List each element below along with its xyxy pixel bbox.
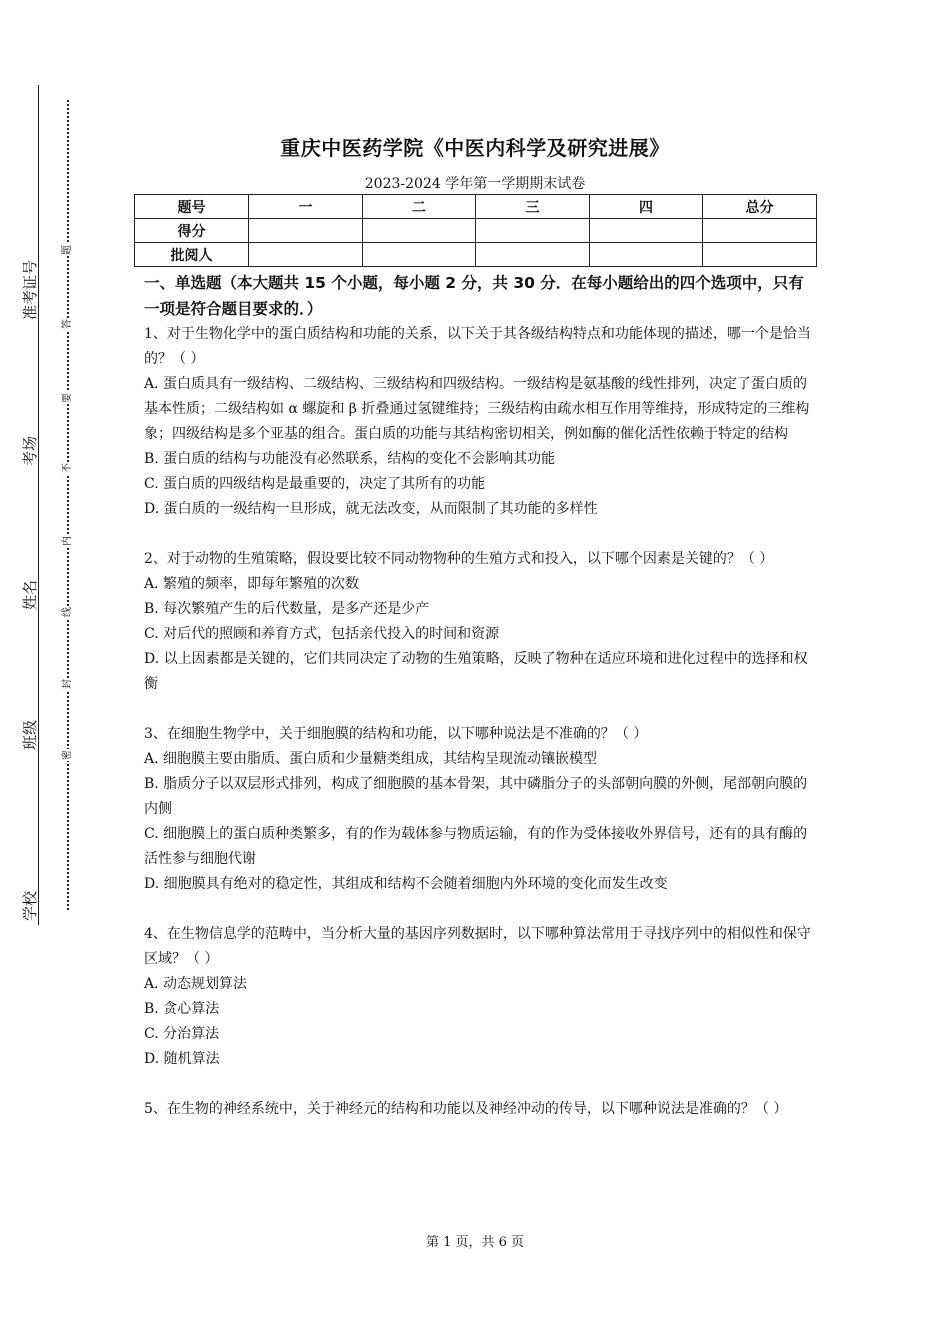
score-cell [590, 219, 703, 243]
table-header-cell: 题号 [135, 195, 249, 219]
seal-char: 要 [62, 393, 73, 403]
option-b: B. 贪心算法 [144, 1001, 220, 1017]
question-1 [144, 322, 816, 522]
binding-label-class: 班级 [21, 720, 39, 751]
option-d: D. 蛋白质的一级结构一旦形成，就无法改变，从而限制了其功能的多样性 [144, 501, 598, 517]
question-4 [144, 922, 816, 1072]
question-stem: 5、在生物的神经系统中，关于神经元的结构和功能以及神经冲动的传导，以下哪种说法是准确的？（ ） [144, 1101, 788, 1117]
score-cell [703, 219, 817, 243]
row-label-score: 得分 [135, 219, 249, 243]
question-2 [144, 547, 816, 697]
option-c: C. 蛋白质的四级结构是最重要的，决定了其所有的功能 [144, 476, 486, 492]
option-c: C. 对后代的照顾和养育方式，包括亲代投入的时间和资源 [144, 626, 500, 642]
seal-char: 密 [62, 750, 73, 760]
score-cell [476, 219, 590, 243]
score-table-header-row [135, 195, 817, 219]
reviewer-cell [249, 243, 363, 267]
exam-content [144, 270, 816, 1122]
seal-char: 线 [62, 607, 73, 617]
option-b: B. 每次繁殖产生的后代数量，是多产还是少产 [144, 601, 430, 617]
table-row [135, 243, 817, 267]
option-d: D. 随机算法 [144, 1051, 220, 1067]
option-b: B. 蛋白质的结构与功能没有必然联系，结构的变化不会影响其功能 [144, 451, 556, 467]
row-label-reviewer: 批阅人 [135, 243, 249, 267]
reviewer-cell [703, 243, 817, 267]
question-5 [144, 1097, 816, 1122]
table-header-cell: 三 [476, 195, 590, 219]
exam-title: 重庆中医药学院《中医内科学及研究进展》 [280, 136, 670, 160]
table-header-cell: 总分 [703, 195, 817, 219]
option-c: C. 细胞膜上的蛋白质种类繁多，有的作为载体参与物质运输，有的作为受体接收外界信号，还有的具有酶的活性参与细胞代谢 [144, 826, 808, 867]
page-number: 第 1 页，共 6 页 [425, 1235, 525, 1250]
reviewer-cell [476, 243, 590, 267]
binding-label-exam-id: 准考证号 [21, 260, 39, 321]
seal-char: 答 [62, 319, 73, 329]
table-header-cell: 一 [249, 195, 363, 219]
question-stem: 4、在生物信息学的范畴中，当分析大量的基因序列数据时，以下哪种算法常用于寻找序列中的相似性和保守区域？（ ） [144, 926, 811, 967]
binding-label-school: 学校 [21, 891, 39, 922]
option-a: A. 细胞膜主要由脂质、蛋白质和少量糖类组成，其结构呈现流动镶嵌模型 [144, 751, 598, 767]
reviewer-cell [363, 243, 476, 267]
question-stem: 2、对于动物的生殖策略，假设要比较不同动物物种的生殖方式和投入，以下哪个因素是关键的？（ ） [144, 551, 774, 567]
binding-solid-line [38, 85, 39, 925]
binding-label-name: 姓名 [21, 580, 39, 611]
seal-char: 题 [62, 245, 73, 255]
option-b: B. 脂质分子以双层形式排列，构成了细胞膜的基本骨架，其中磷脂分子的头部朝向膜的外侧，尾部朝向膜的内侧 [144, 776, 808, 817]
option-d: D. 细胞膜具有绝对的稳定性，其组成和结构不会随着细胞内外环境的变化而发生改变 [144, 876, 668, 892]
table-header-cell: 四 [590, 195, 703, 219]
question-stem: 3、在细胞生物学中，关于细胞膜的结构和功能，以下哪种说法是不准确的？（ ） [144, 726, 648, 742]
table-header-cell: 二 [363, 195, 476, 219]
score-cell [249, 219, 363, 243]
option-d: D. 以上因素都是关键的，它们共同决定了动物的生殖策略，反映了物种在适应环境和进化过程中的选择和权衡 [144, 651, 808, 692]
option-a: A. 动态规划算法 [144, 976, 248, 992]
section-heading: 一、单选题（本大题共 15 个小题，每小题 2 分，共 30 分．在每小题给出的四个选项中，只有一项是符合题目要求的．） [144, 274, 804, 318]
option-c: C. 分治算法 [144, 1026, 220, 1042]
question-stem: 1、对于生物化学中的蛋白质结构和功能的关系，以下关于其各级结构特点和功能体现的描述，哪一个是恰当的？（ ） [144, 326, 811, 367]
reviewer-cell [590, 243, 703, 267]
binding-label-exam-room: 考场 [21, 436, 39, 467]
table-row [135, 219, 817, 243]
question-3 [144, 722, 816, 897]
seal-char: 内 [62, 536, 73, 546]
seal-char: 封 [62, 679, 73, 689]
option-a: A. 蛋白质具有一级结构、二级结构、三级结构和四级结构。一级结构是氨基酸的线性排列，决定了蛋白质的基本性质；二级结构如 α 螺旋和 β 折叠通过氢键维持；三级结构由疏水相互作用等维持，形成特定的三维构象；四级结构是多个亚基的组合。蛋白质的功能与其结构密切相关，例如酶的催化活性依赖于特定的结构 [144, 376, 810, 442]
option-a: A. 繁殖的频率，即每年繁殖的次数 [144, 576, 360, 592]
exam-subtitle: 2023-2024 学年第一学期期末试卷 [364, 176, 586, 192]
binding-dotted-line [67, 100, 69, 910]
score-table [134, 194, 817, 267]
seal-char: 不 [62, 463, 73, 473]
score-cell [363, 219, 476, 243]
